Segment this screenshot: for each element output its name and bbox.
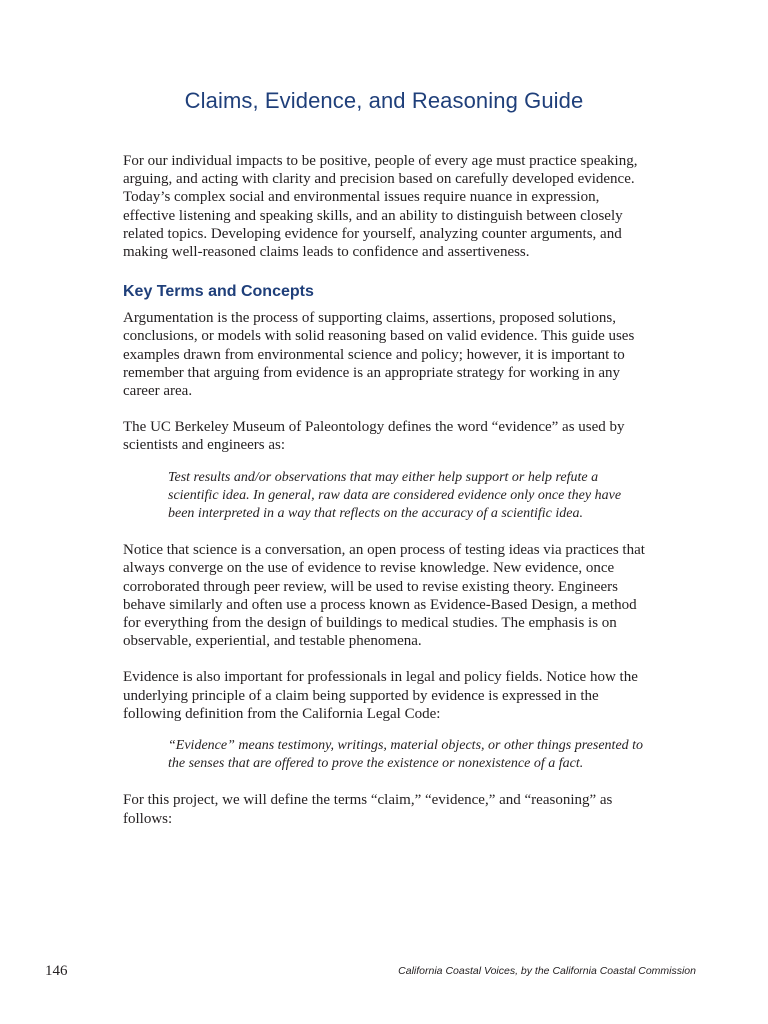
intro-paragraph: For our individual impacts to be positive, people of every age must practice speaking, arguing, and acting with clarity and precision based on carefully developed evidence. Today’s complex social and environmental issues require nuance in expression, effective listening and speaking skills, and an ability to distinguish between closely related topics. Developing evidence for yourself, analyzing counter arguments, and making well-reasoned claims leads to confidence and assertiveness. bbox=[123, 153, 638, 261]
berkeley-paragraph: The UC Berkeley Museum of Paleontology defines the word “evidence” as used by scientists and engineers as: bbox=[123, 419, 625, 454]
science-paragraph: Notice that science is a conversation, an open process of testing ideas via practices that always converge on the use of evidence to revise knowledge. New evidence, once corroborated through peer review, will be used to revise existing theory. Engineers behave similarly and often use a process known as Evidence-Based Design, a method for everything from the design of buildings to medical studies. The emphasis is on observable, experiential, and testable phenomena. bbox=[123, 542, 645, 650]
argumentation-paragraph: Argumentation is the process of supporting claims, assertions, proposed solutions, conclusions, or models with solid reasoning based on valid evidence. This guide uses examples drawn from environmental science and policy; however, it is important to remember that arguing from evidence is an appropriate strategy for working in any career area. bbox=[123, 310, 635, 400]
legal-paragraph: Evidence is also important for professionals in legal and policy fields. Notice how the underlying principle of a claim being supported by evidence is expressed in the following definition from the California Legal Code: bbox=[123, 669, 638, 722]
footer-credit: California Coastal Voices, by the California Coastal Commission bbox=[398, 965, 696, 977]
page-title: Claims, Evidence, and Reasoning Guide bbox=[184, 88, 584, 113]
section-heading: Key Terms and Concepts bbox=[123, 283, 314, 301]
project-paragraph: For this project, we will define the terms “claim,” “evidence,” and “reasoning” as follows: bbox=[123, 792, 613, 827]
page-number: 146 bbox=[45, 963, 68, 979]
legal-code-quote: “Evidence” means testimony, writings, material objects, or other things presented to the senses that are offered to prove the existence or nonexistence of a fact. bbox=[168, 738, 644, 772]
document-body bbox=[123, 152, 648, 828]
evidence-definition-quote: Test results and/or observations that may either help support or help refute a scientific idea. In general, raw data are considered evidence only once they have been interpreted in a way that reflects on the accuracy of a scientific idea. bbox=[168, 469, 622, 522]
